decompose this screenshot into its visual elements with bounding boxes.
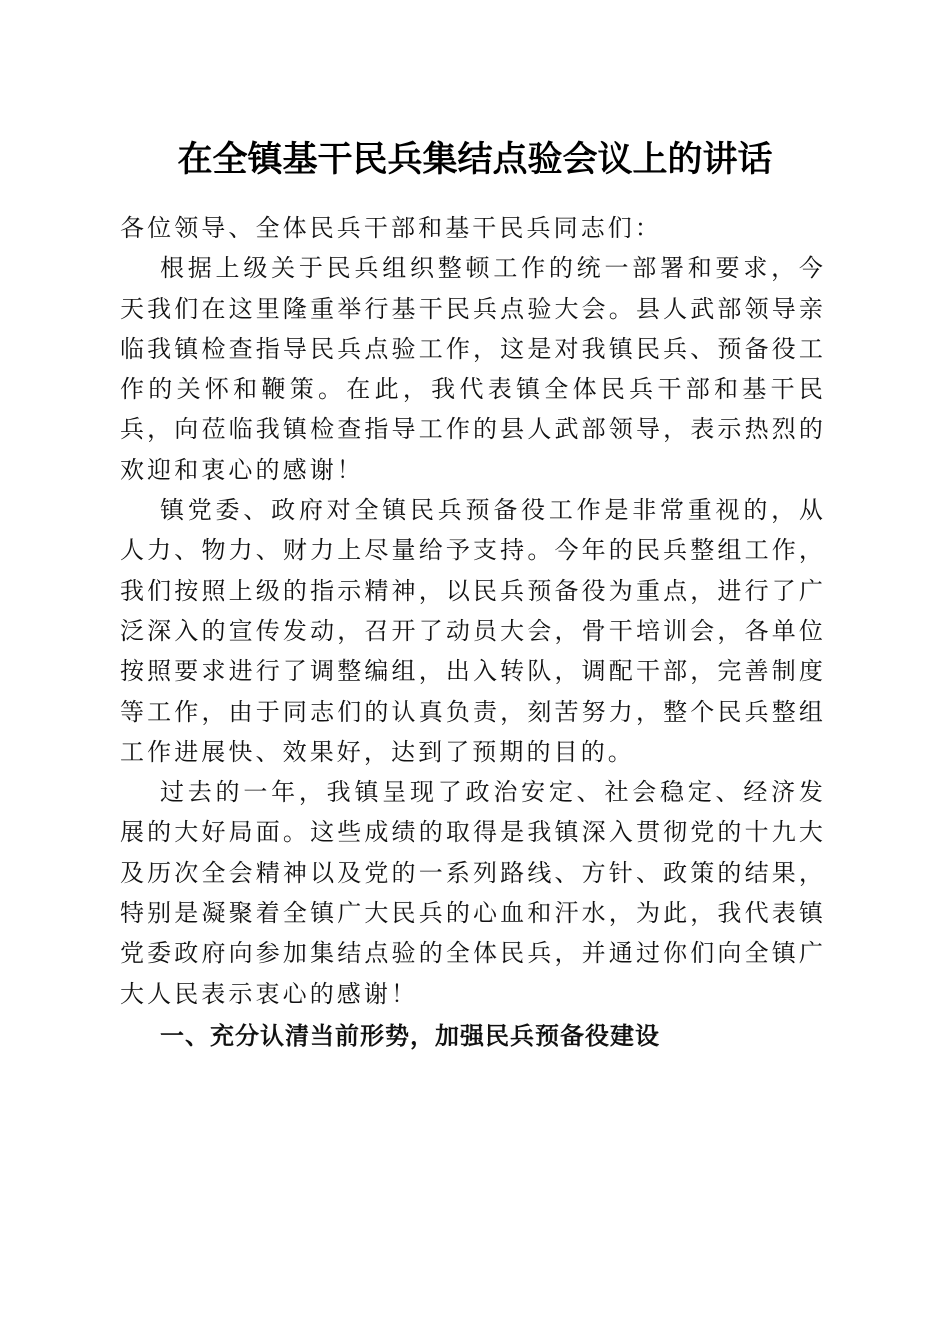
paragraph-1: 根据上级关于民兵组织整顿工作的统一部署和要求，今天我们在这里隆重举行基干民兵点验大会。县人武部领导亲临我镇检查指导民兵点验工作，这是对我镇民兵、预备役工作的关怀和鞭策。在此，我代表镇全体民兵干部和基干民兵，向莅临我镇检查指导工作的县人武部领导，表示热烈的欢迎和衷心的感谢！ — [120, 254, 826, 484]
paragraph-2: 镇党委、政府对全镇民兵预备役工作是非常重视的，从人力、物力、财力上尽量给予支持。今年的民兵整组工作，我们按照上级的指示精神，以民兵预备役为重点，进行了广泛深入的宣传发动，召开了动员大会，骨干培训会，各单位按照要求进行了调整编组，出入转队，调配干部，完善制度等工作，由于同志们的认真负责，刻苦努力，整个民兵整组工作进展快、效果好，达到了预期的目的。 — [120, 496, 826, 766]
salutation: 各位领导、全体民兵干部和基干民兵同志们： — [120, 214, 662, 242]
paragraph-3: 过去的一年，我镇呈现了政治安定、社会稳定、经济发展的大好局面。这些成绩的取得是我镇深入贯彻党的十九大及历次全会精神以及党的一系列路线、方针、政策的结果，特别是凝聚着全镇广大民兵的心血和汗水，为此，我代表镇党委政府向参加集结点验的全体民兵，并通过你们向全镇广大人民表示衷心的感谢！ — [120, 778, 826, 1008]
document-title: 在全镇基干民兵集结点验会议上的讲话 — [177, 139, 773, 180]
document-body — [120, 208, 826, 1056]
section-heading: 一、充分认清当前形势，加强民兵预备役建设 — [160, 1021, 660, 1050]
